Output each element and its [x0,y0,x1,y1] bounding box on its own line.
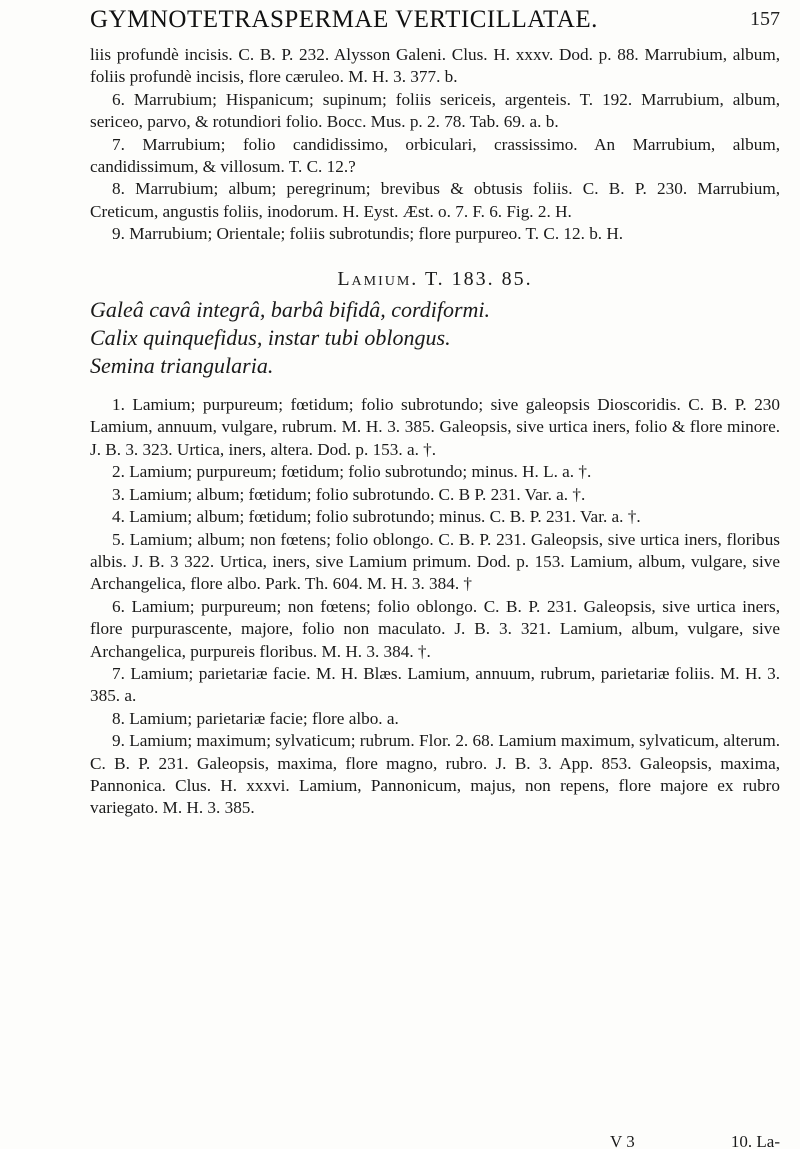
signature-mark: V 3 [610,1132,635,1151]
species-entry: 9. Lamium; maximum; sylvaticum; rubrum. Flor. 2. 68. Lamium maximum, sylvaticum, alterum. C. B. P. 231. Galeopsis, maxima, flore magno, rubro. J. B. 3. App. 853. Galeopsis, maxima, Pannonica. Clus. H. xxxvi. Lamium, Pannonicum, majus, non repens, flore majore ex rubro variegato. M. H. 3. 385. [90,731,780,818]
genus-name: Lamium. [337,267,419,290]
species-entry: 8. Marrubium; album; peregrinum; brevibus & obtusis foliis. C. B. P. 230. Marrubium, Creticum, angustis foliis, inodorum. H. Eyst. Æst. o. 7. F. 6. Fig. 2. H. [90,179,780,221]
species-entry: 3. Lamium; album; fœtidum; folio subrotundo. C. B P. 231. Var. a. †. [112,484,586,504]
diagnosis-line: Galeâ cavâ integrâ, barbâ bifidâ, cordiformi. [90,297,491,323]
diagnosis-line: Semina triangularia. [90,353,274,379]
catchword: 10. La- [730,1132,780,1151]
species-entry: 7. Marrubium; folio candidissimo, orbiculari, crassissimo. An Marrubium, album, candidissimum, & villosum. T. C. 12.? [90,134,780,177]
species-entry: 6. Lamium; purpureum; non fœtens; folio oblongo. C. B. P. 231. Galeopsis, sive urtica iners, flore purpurascente, majore, folio non maculato. J. B. 3. 321. Lamium, album, vulgare, sive Archangelica, purpureis floribus. M. H. 3. 384. †. [90,596,780,661]
species-entry: 6. Marrubium; Hispanicum; supinum; foliis sericeis, argenteis. T. 192. Marrubium, album, sericeo, parvo, & rotundiori folio. Bocc. Mus. p. 2. 78. Tab. 69. a. b. [90,89,780,132]
genus-diagnosis [90,296,780,380]
running-head: GYMNOTETRASPERMAE VERTICILLATAE. [90,6,598,33]
genus-heading [90,268,780,290]
species-entry: 8. Lamium; parietariæ facie; flore albo. a. [112,708,399,728]
genus-reference: T. 183. 85. [424,267,533,290]
species-entry: 1. Lamium; purpureum; fœtidum; folio subrotundo; sive galeopsis Dioscoridis. C. B. P. 230 Lamium, annuum, vulgare, rubrum. M. H. 3. 385. Galeopsis, sive urtica iners, folio & flore minore. J. B. 3. 323. Urtica, iners, altera. Dod. p. 153. a. †. [90,395,780,459]
species-entry: 7. Lamium; parietariæ facie. M. H. Blæs. Lamium, annuum, rubrum, parietariæ foliis. M. H. 3. 385. a. [90,663,780,706]
page-header [90,6,780,40]
species-entry: 5. Lamium; album; non fœtens; folio oblongo. C. B. P. 231. Galeopsis, sive urtica iners, floribus albis. J. B. 3 322. Urtica, iners, sive Lamium primum. Dod. p. 153. Lamium, album, vulgare, sive Archangelica, flore albo. Park. Th. 604. M. H. 3. 384. † [90,529,780,594]
species-entry: 4. Lamium; album; fœtidum; folio subrotundo; minus. C. B. P. 231. Var. a. †. [112,507,641,527]
species-entry: 9. Marrubium; Orientale; foliis subrotundis; flore purpureo. T. C. 12. b. H. [112,224,624,244]
main-text [90,44,780,820]
species-entry: liis profundè incisis. C. B. P. 232. Alysson Galeni. Clus. H. xxxv. Dod. p. 88. Marrubium, album, foliis profundè incisis, flore cæruleo. M. H. 3. 377. b. [90,45,780,87]
diagnosis-line: Calix quinquefidus, instar tubi oblongus. [90,325,451,351]
species-entry: 2. Lamium; purpureum; fœtidum; folio subrotundo; minus. H. L. a. †. [112,462,592,482]
page-number: 157 [750,8,780,30]
